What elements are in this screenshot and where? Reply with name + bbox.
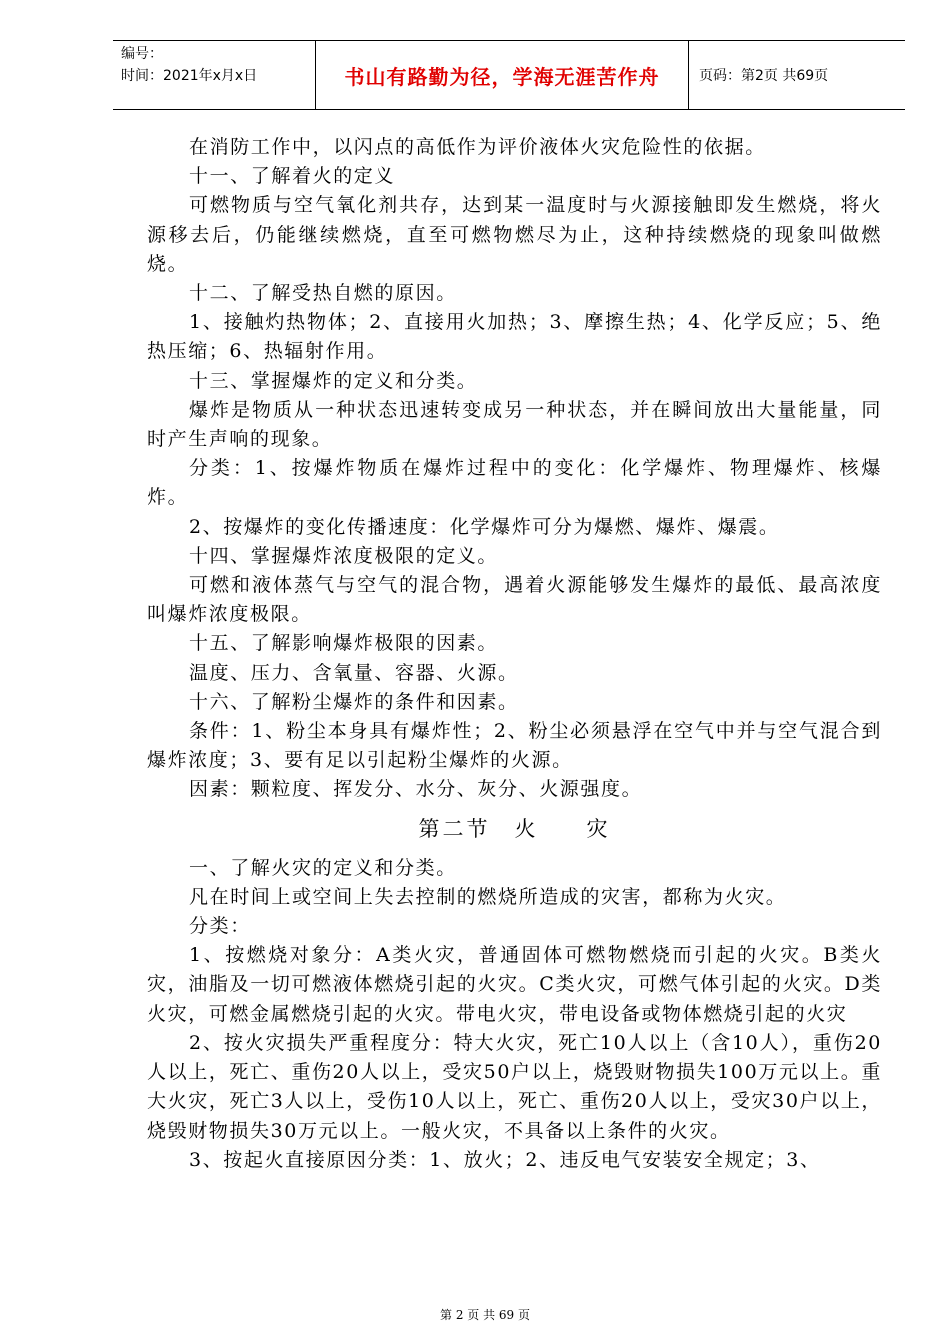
heading-11: 十一、了解着火的定义 — [189, 165, 396, 188]
paragraph: 温度、压力、含氧量、容器、火源。 — [189, 661, 519, 684]
paragraph: 在消防工作中，以闪点的高低作为评价液体火灾危险性的依据。 — [189, 136, 766, 158]
paragraph: 分类：1、按爆炸物质在爆炸过程中的变化：化学爆炸、物理爆炸、核爆炸。 — [147, 457, 882, 509]
paragraph: 可燃和液体蒸气与空气的混合物，遇着火源能够发生爆炸的最低、最高浓度叫爆炸浓度极限。 — [147, 574, 882, 626]
paragraph: 分类： — [189, 915, 251, 938]
header-meta — [113, 41, 316, 109]
heading-16: 十六、了解粉尘爆炸的条件和因素。 — [189, 690, 519, 713]
paragraph: 3、按起火直接原因分类：1、放火；2、违反电气安装安全规定；3、 — [189, 1148, 821, 1171]
document-time: 时间：2021年x月x日 — [121, 68, 258, 84]
paragraph: 2、按爆炸的变化传播速度：化学爆炸可分为爆燃、爆炸、爆震。 — [189, 515, 780, 538]
paragraph: 因素：颗粒度、挥发分、水分、灰分、火源强度。 — [189, 778, 643, 801]
heading-14: 十四、掌握爆炸浓度极限的定义。 — [189, 544, 499, 567]
section-title: 第二节 火 灾 — [418, 816, 611, 841]
document-body — [147, 133, 882, 1175]
header-motto: 书山有路勤为径，学海无涯苦作舟 — [316, 41, 689, 109]
document-number-label: 编号： — [121, 46, 163, 62]
heading-15: 十五、了解影响爆炸极限的因素。 — [189, 632, 499, 655]
heading-1: 一、了解火灾的定义和分类。 — [189, 856, 457, 879]
paragraph: 可燃物质与空气氧化剂共存，达到某一温度时与火源接触即发生燃烧，将火源移去后，仍能继续燃烧，直至可燃物燃尽为止，这种持续燃烧的现象叫做燃烧。 — [147, 194, 882, 275]
heading-12: 十二、了解受热自燃的原因。 — [189, 282, 457, 305]
paragraph: 1、按燃烧对象分：A类火灾，普通固体可燃物燃烧而引起的火灾。B类火灾，油脂及一切可燃液体燃烧引起的火灾。C类火灾，可燃气体引起的火灾。D类火灾，可燃金属燃烧引起的火灾。带电火灾，带电设备或物体燃烧引起的火灾 — [147, 944, 882, 1025]
page-footer — [0, 1306, 950, 1323]
paragraph: 条件：1、粉尘本身具有爆炸性；2、粉尘必须悬浮在空气中并与空气混合到爆炸浓度；3、要有足以引起粉尘爆炸的火源。 — [147, 720, 882, 772]
heading-13: 十三、掌握爆炸的定义和分类。 — [189, 369, 478, 392]
footer-page-number: 第 2 页 共 69 页 — [440, 1308, 530, 1322]
page-header — [113, 40, 905, 110]
paragraph: 1、接触灼热物体；2、直接用火加热；3、摩擦生热；4、化学反应；5、绝热压缩；6、热辐射作用。 — [147, 311, 882, 363]
paragraph: 2、按火灾损失严重程度分：特大火灾，死亡10人以上（含10人），重伤20人以上，死亡、重伤20人以上，受灾50户以上，烧毁财物损失100万元以上。重大火灾，死亡3人以上，受伤10人以上，死亡、重伤20人以上，受灾30户以上，烧毁财物损失30万元以上。一般火灾，不具备以上条件的火灾。 — [147, 1031, 882, 1142]
paragraph: 爆炸是物质从一种状态迅速转变成另一种状态，并在瞬间放出大量能量，同时产生声响的现象。 — [147, 398, 882, 451]
paragraph: 凡在时间上或空间上失去控制的燃烧所造成的灾害，都称为火灾。 — [189, 885, 787, 908]
header-page-info: 页码：第2页 共69页 — [699, 68, 829, 84]
